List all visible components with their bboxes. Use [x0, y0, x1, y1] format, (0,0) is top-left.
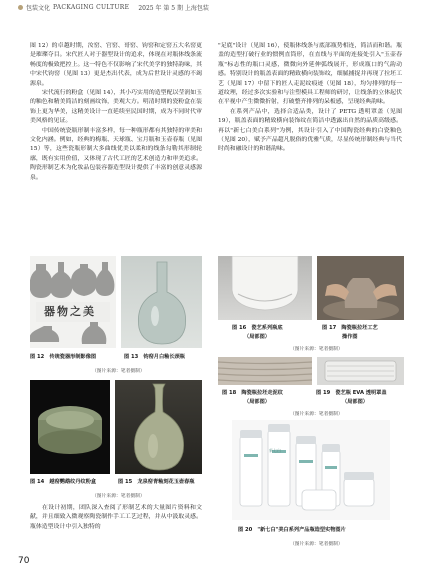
paragraph: 在系列产品中，选择合适品类，设计了 PETG 透明罩盖（见图 19），瓶盖表面的精致横向装饰纹在简洁中透露出自然的品质高级感。再以"新七白美白系列"为例，其设计引入了中国陶瓷经典的白瓷釉色（见图 20），赋予产品超凡脱俗的优雅气质，尽显传统形制经典与当代时尚和融设计的和谐韵味。 [218, 108, 402, 153]
figure-17-caption: 图 17 陶瓷瓶拉坯工艺 [322, 325, 378, 331]
throwing-marks-photo-icon [218, 357, 312, 385]
figure-19-caption: 图 19 瓷艺瓶 EVA 透明罩盖 [316, 390, 387, 396]
figure-16-image [218, 256, 312, 320]
page-header [18, 3, 209, 12]
figure-12-image [30, 256, 116, 348]
figure-18-caption: 图 18 陶瓷瓶拉坯走泥纹 [222, 390, 283, 396]
yuhuchun-vase-photo-icon [115, 380, 202, 474]
page-number: 70 [18, 556, 30, 566]
figure-18-caption-sub: （局部图） [244, 399, 270, 405]
figure-14-image [30, 380, 110, 474]
bottle-base-photo-icon [218, 256, 312, 320]
figure-19-image [317, 357, 404, 385]
left-column-bottom-text [30, 504, 202, 532]
powder-box-photo-icon [30, 380, 110, 474]
figure-12-overlay-text: 器物之美 [44, 305, 96, 318]
right-column-text [218, 42, 402, 155]
figure-18-image [218, 357, 312, 385]
paragraph: 在设计初期，团队深入查阅了形制艺术的大量图片资料和文献，并且细致入微观察陶瓷制作手工工艺过程，并从中汲取灵感。瓶体造型设计中引入独特的 [30, 505, 202, 530]
transparent-cap-photo-icon [317, 357, 404, 385]
figure-source: （图片来源：笔者摄制） [290, 412, 343, 417]
paragraph: 中国传统瓷瓶形制丰富多样，每一种瓶形都有其独特的审美和文化内涵。例如，经典的梅瓶、天球瓶、宝月瓶和玉壶春瓶（见图 15）等，这些瓷瓶形制大多曲线优美以柔和的线条勾勒其形制轮廓，既有实用价值，又体现了古代工匠的艺术创造力和审美追求。陶瓷形制艺术为化妆品包装容器造型设计提供了丰富的创意灵感源泉。 [30, 127, 202, 181]
issue-info: 2025 年 第 5 期 上海包装 [138, 5, 209, 12]
vase-photo-icon [121, 256, 202, 348]
figure-17-caption-sub: 操作图 [342, 334, 358, 340]
figure-19-caption-sub: （局部图） [342, 399, 368, 405]
figure-source: （图片来源：笔者摄制） [92, 494, 145, 499]
figure-15-image [115, 380, 202, 474]
journal-name: 包装文化 [26, 5, 51, 12]
journal-name-en: PACKAGING CULTURE [53, 4, 130, 11]
pottery-throwing-photo-icon [317, 256, 404, 320]
journal-logo-icon [18, 5, 23, 10]
figure-20-brand-label: 新七白 [269, 448, 281, 453]
figure-13-caption: 图 13 钧窑月白釉长颈瓶 [124, 354, 185, 360]
figure-12-caption: 图 12 传统瓷器形制影像图 [30, 354, 97, 360]
figure-15-caption: 图 15 龙泉窑青釉刻花玉壶春瓶 [118, 479, 195, 485]
paragraph: "足底"设计（见图 16），使瓶体线条与底部瓶势相连，简洁而和谐。瓶盖的造型打破行业的惯例直筒形，在直线与平面的连接处引入"玉壶春瓶"标志性的瓶口灵感，微微向外延伸弧线展开，形成瓶口的气韵动感。特别设计的瓶盖表面的精致横向装饰纹，细腻捕捉并再现了拉坯工艺（见图 17）中留下的匠人走泥纹痕迹（见图 18），均匀排列的每一道纹理，经过多次实验和与注塑模具工程师的研讨，让线条的立体起伏在平视中产生微微折射，打破整齐排列的呆板感，呈现经典韵味。 [218, 43, 402, 106]
figure-14-caption: 图 14 越窑鹦鹉纹丹纹粉盒 [30, 479, 97, 485]
left-column-text [30, 42, 202, 183]
paragraph: 图 12）的卓越时期，汝窑、官窑、哥窑、钧窑和定窑五大名窑更是璀璨夺目。宋代匠人对于器型设计的追求，体现在对瓶体线条流畅度的极致把控上。这一特色不仅影响了宋代美学的独特韵味，其中宋代钧窑（见图 13）更是杰出代表，成为后世设计灵感的不竭源泉。 [30, 43, 202, 87]
product-lineup-photo-icon [232, 420, 390, 520]
figure-20-caption: 图 20 "新七白"美白系列产品瓶造型实物图片 [238, 527, 346, 533]
figure-13-image [121, 256, 202, 348]
figure-16-caption: 图 16 瓷艺系列瓶底 [232, 325, 283, 331]
paragraph: 宋代流行的粉盒（见图 14），其小巧实用的造型配以莹润如玉的釉色和精美简洁的刻画纹饰，美观大方。明清时期的瓷粉盒在装饰上更为华美，这精美设计一直延续至民国时期，成为不同时代审美风格的见证。 [30, 90, 202, 125]
vessel-silhouettes-icon [30, 256, 116, 348]
figure-source: （图片来源：笔者摄制） [290, 347, 343, 352]
figure-17-image [317, 256, 404, 320]
figure-20-image [232, 420, 390, 520]
figure-source: （图片来源：笔者摄制） [92, 369, 145, 374]
figure-16-caption-sub: （局部图） [244, 334, 270, 340]
figure-source: （图片来源：笔者摄制） [290, 542, 343, 547]
